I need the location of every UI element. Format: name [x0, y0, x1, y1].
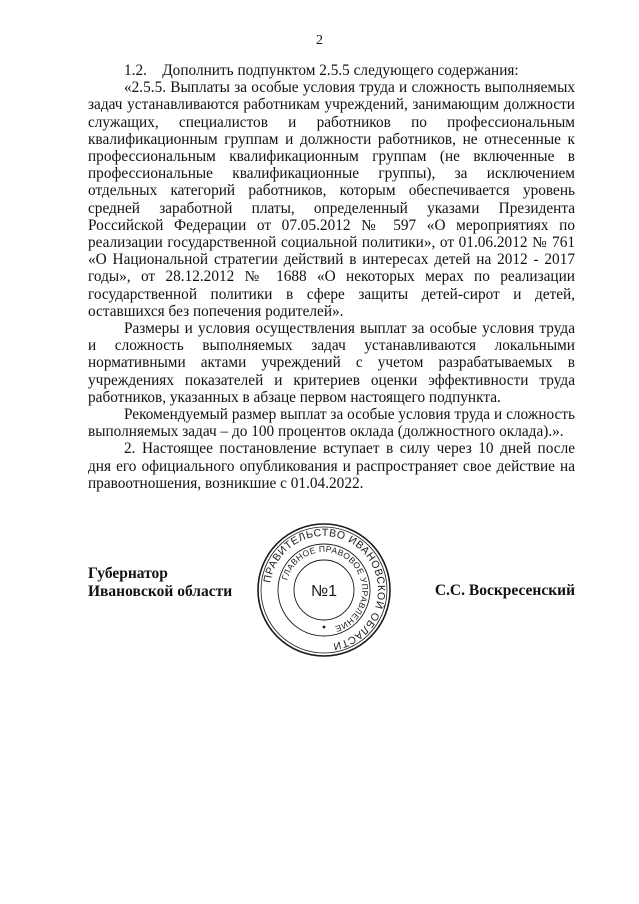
signatory-name: С.С. Воскресенский	[434, 582, 575, 599]
page-number: 2	[316, 33, 323, 48]
paragraph-item-2-effective-date: 2. Настоящее постановление вступает в силу через 10 дней после дня его официального опубликования и распространяет свое действие на правоотношения, возникшие с 01.04.2022.	[88, 440, 575, 492]
official-stamp	[254, 520, 394, 660]
stamp-star-icon	[323, 626, 326, 629]
stamp-inner-text: ГЛАВНОЕ ПРАВОВОЕ УПРАВЛЕНИЕ	[279, 543, 371, 635]
stamp-center-number: №1	[310, 583, 338, 600]
paragraph-recommended-amount: Рекомендуемый размер выплат за особые условия труда и сложность выполняемых задач – до 100 процентов оклада (должностного оклада).».	[88, 406, 575, 441]
paragraph-item-1-2: 1.2. Дополнить подпунктом 2.5.5 следующего содержания:	[124, 62, 519, 79]
signatory-title-line2: Ивановской области	[88, 582, 233, 600]
signatory-title-line1: Губернатор	[88, 565, 168, 582]
stamp-seal-graphic	[254, 520, 394, 660]
paragraph-payment-conditions: Размеры и условия осуществления выплат за особые условия труда и сложность выполняемых задач устанавливаются локальными нормативными актами учреждений с учетом разрабатываемых в учреждениях показателей и критериев оценки эффективности труда работников, указанных в абзаце первом настоящего подпункта.	[88, 320, 575, 406]
paragraph-subitem-2-5-5: «2.5.5. Выплаты за особые условия труда и сложность выполняемых задач устанавливаются работникам учреждений, занимающим должности служащих, специалистов и работников по профессиональным квалификационным группам и должности работников, не отнесенные к профессиональным квалификационным группам (не включенные в профессиональные квалификационные группы), за исключением отдельных категорий работников, которым обеспечивается уровень средней заработной платы, определенный указами Президента Российской Федерации от 07.05.2012 № 597 «О мероприятиях по реализации государственной социальной политики», от 01.06.2012 № 761 «О Национальной стратегии действий в интересах детей на 2012 - 2017 годы», от 28.12.2012 № 1688 «О некоторых мерах по реализации государственной политики в сфере защиты детей-сирот и детей, оставшихся без попечения родителей».	[88, 79, 575, 320]
stamp-outer-text: ПРАВИТЕЛЬСТВО ИВАНОВСКОЙ ОБЛАСТИ	[261, 526, 388, 653]
document-body	[88, 62, 575, 492]
signatory-title	[88, 565, 232, 600]
